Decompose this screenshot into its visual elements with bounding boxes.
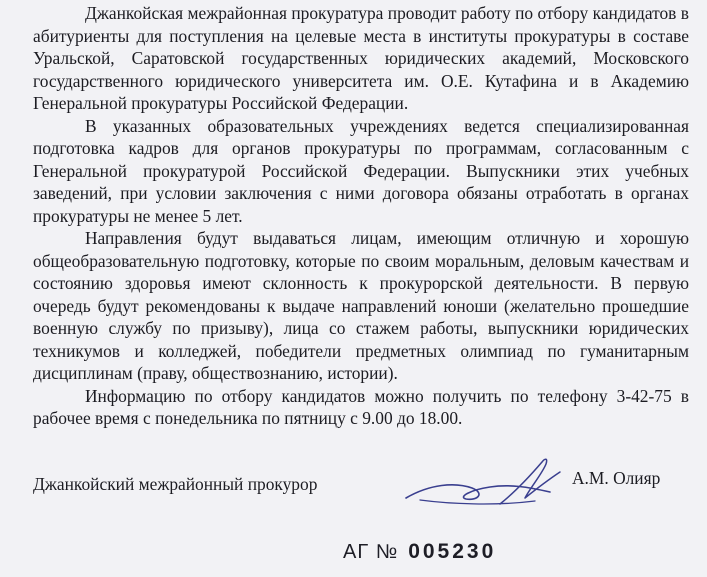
signatory-title: Джанкойский межрайонный прокурор — [33, 474, 318, 494]
paragraph-contact: Информацию по отбору кандидатов можно получить по телефону 3-42-75 в рабочее время с понедельника по пятницу с 9.00 до 18.00. — [33, 385, 689, 428]
paragraph-intro: Джанкойская межрайонная прокуратура проводит работу по отбору кандидатов в абитуриенты для поступления на целевые места в институты прокуратуры в составе Уральской, Саратовской государственных юридических академий, Московского государственного юридического университета им. О.Е. Кутафина и в Академию Генеральной прокуратуры Российской Федерации. — [33, 3, 689, 113]
serial-number-stamp — [343, 540, 496, 564]
serial-prefix: АГ № — [343, 541, 399, 563]
serial-number: 005230 — [408, 540, 497, 563]
signatory-name: А.М. Олияр — [572, 468, 661, 488]
handwritten-signature — [400, 454, 575, 514]
paragraph-training: В указанных образовательных учреждениях ведется специализированная подготовка кадров для органов прокуратуры по программам, согласованным с Генеральной прокуратурой Российской Федерации. Выпускники этих учебных заведений, при условии заключения с ними договора обязаны отработать в органах прокуратуры не менее 5 лет. — [33, 115, 689, 226]
signature-block — [0, 460, 707, 520]
paragraph-requirements: Направления будут выдаваться лицам, имеющим отличную и хорошую общеобразовательную подготовку, которые по своим моральным, деловым качествам и состоянию здоровья имеют склонность к прокурорской деятельности. В первую очередь будут рекомендованы к выдаче направлений юноши (желательно прошедшие военную службу по призыву), лица со стажем работы, выпускники юридических техникумов и колледжей, победители предметных олимпиад по гуманитарным дисциплинам (праву, обществознанию, истории). — [33, 228, 689, 383]
document-body — [33, 2, 689, 430]
